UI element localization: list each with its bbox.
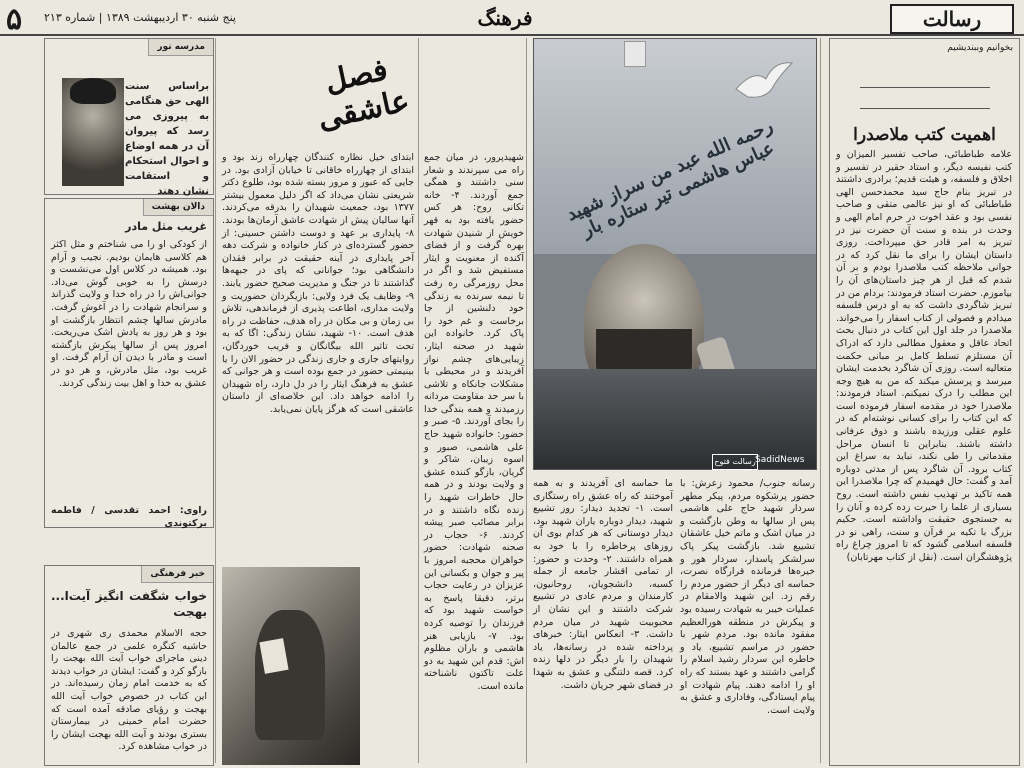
article-column-4 [680,478,815,764]
martyr-poster-image [533,38,817,470]
sidebar-article-text: علامه طباطبائی، صاحب تفسیر المیزان و کتب نفیسه دیگر، و استاد حقیر در تفسیر و اخلاق و فلسفه، و هیئت قدیم؛ برادری داشتند در تبریز بنام حاج سید محمدحسن الهی طباطبائی که او نیز عالمی متقی و صاحب نفسی بود و عقد اخوت در حرم امام الهی و وحدت در بنده و سنت آن حضرت نیز در تبریز به امر قادر حق میپرداخت. روزی داستان ایشان را برای ما نقل کرد که در جوانی ملاحظه کتب ملاصدرا بودم و بر آن شدم که قبل از هر چیز داستان‌های آن را بیاموزم. حضرت استاد فرمودند: بردام من در تبریز شاگردی داشت که به او درس فلسفه میدادم و فصولی از کتاب اسفار را می‌خواند. ملاصدرا در جلد اول این کتاب در دنبال بحث اتحاد عاقل و معقول مطالبی دارد که ادراک آن مستلزم تسلط کامل بر مبانی حکمت متعالیه است. روزی آن شاگرد بخدمت ایشان میرسد و پرسش میکند که من به هیچ وجه این مطلب را درک نمیکنم. استاد فرمودند: ملاصدرا خود در مقدمه اسفار فرموده است که این کتاب را برای کسانی نوشته‌ام که در علوم عقلی ورزیده باشند و ذوق عرفانی داشته باشند. بنابراین تا انسان مراحل مقدماتی را طی نکند، نباید به سراغ این کتاب برود. آن شاگرد پس از مدتی دوباره آمد و گفت: حال فهمیدم که چرا ملاصدرا این همه تاکید بر تهذیب نفس داشته است. روح بسیاری از علما را حیرت زده کرده و آنان را به جستجوی حقیقت واداشته است. حکیم بزرگ با تکیه بر قرآن و سنت، راهی نو در فلسفه اسلامی گشود که تا امروز چراغ راه پژوهشگران است. (نقل از کتاب مهرتابان) [836,149,1012,563]
news-body [51,628,207,762]
poster-calligraphy: رحمه الله عبد من سراز شهید عباس هاشمی تیر ستاره بار [563,115,778,242]
news-text: حجه الاسلام محمدی ری شهری در حاشیه کنگره علمی در جمع عالمان دینی ماجرای خواب آیت الله بهجت را بازگو کرد و گفت: ایشان در خواب دیدند که به خدمت امام زمان رسیده‌اند. در این کتاب در خصوص خواب آیت الله بهجت و رؤیای صادقه آمده است که حضرت امام خمینی در بیمارستان بستری بودند و آیت الله بهجت ایشان را در خواب مشاهده کرد. [51,628,207,753]
article-column-1 [424,152,524,764]
dove-icon [734,59,794,105]
ornament-divider [860,87,990,109]
sidebar-kicker: بخوانیم وببندیشیم [947,43,1013,53]
story-signature [51,505,207,529]
page-number: ۵ [6,2,23,37]
signature-text: راوی: احمد تقدسی / فاطمه برکتوندی [51,505,207,529]
news-box [44,565,214,766]
box-label: دالان بهشت [143,199,213,216]
article-text: رسانه جنوب/ محمود زعرش: با حضور پرشکوه مردم، پیکر مطهر سردار شهید حاج علی هاشمی پس از سالها به وطن بازگشت و در میان اشک و ماتم خیل عاشقان تشییع شد. بازگشت پیکر پاک سرلشکر پاسدار، سردار هور و خیره‌ها فرمانده قرارگاه نصرت، حماسه ای دیگر از حضور مردم را رقم زد. این شهید والامقام در عملیات خیبر به شهادت رسیده بود و پیکرش در منطقه هورالعظیم مفقود مانده بود. مردم شهر با حضور در مراسم تشییع، یاد و خاطره این سردار رشید اسلام را گرامی داشتند و عهد بستند که راه او را ادامه دهند. پیام شهادت او پیام ایستادگی، وفاداری و عشق به ولایت است. [680,478,815,716]
sidebar-article-box [829,38,1020,766]
poster-badge: رسالت فتوح [712,454,758,470]
issue-date-line: پنج شنبه ۳۰ اردیبهشت ۱۳۸۹ | شماره ۲۱۳ [44,11,236,24]
crowd-photo [534,369,816,469]
article-text: ابتدای خیل نظاره کنندگان چهارراه زند بود و ابتدای از چهارراه خاقانی تا خیابان آزادی بود. در جایی که عبور و مرور بسته شده بود، طلوع دکتر شریعتی نشان می‌داد که اگر دلیل معمول بیشتر ۱۳۷۷ بود، جمعیت شهیدان را بدرقه می‌کردند. آنها سالیان پیش از شهادت عاشق آرمان‌ها بودند. ۸- پایداری بر عهد و دوست داشتن حسینی: از حضور گسترده‌ای در کنار خانواده و شرکت دهه آخر پایداری در آینه حقیقت در برابر فقدان دانشگاهی بود؛ جوانانی که پای در جبهه‌ها گذاشتند تا در جنگ و مدیریت صحیح حضور یابند. ۹- وظایف یک فرد ولایی: بازیگردان حضوریت و ولایت مداری، اطاعت پذیری از فرماندهی، تلاش بی زمان و بی مکان در راه هدف، حفاظت در راه هدف است. ۱۰- شهید، نشان زندگی: اگا که به تحت تاثیر الله بیگانگان و فریب خوردگان، روایتهای جاری و جاری زندگی در حضور الان را یا بینیمتی حضور در جمع بوده است و هر جوانی که عشق به فرهنگ ایثار را در دل دارد، راه شهیدان را ادامه خواهد داد. این خلاصه‌ای از داستان عاشقی است که هرگز پایان نمی‌یابد. [222,152,414,415]
box-label: مدرسه نور [148,39,213,56]
article-column-2 [222,152,414,560]
news-title [51,588,207,624]
column-divider [418,38,419,763]
news-title-text: خواب شگفت انگیز آیت‌ا... بهجت [51,589,207,619]
story-title-text: غریب مثل مادر [125,220,207,233]
sidebar-article-title: اهمیت کتب ملاصدرا [853,125,996,145]
main-headline: فصل عاشقی [314,52,413,137]
turban-icon [70,78,116,104]
emblem-icon [624,41,646,67]
page-header [0,0,1024,36]
soldier-figure [255,610,325,740]
quote-text [125,79,209,197]
story-box [44,198,214,528]
quote-body: براساس سنت الهی حق هنگامی به پیروزی می رسد که پیروان آن در همه اوضاع و احوال استحکام و استقامت نشان دهند [125,81,209,197]
story-title [51,221,207,237]
column-divider [526,38,527,763]
article-column-3 [533,478,673,764]
box-label: خبر فرهنگی [141,566,213,583]
section-title: فرهنگ [477,6,533,30]
article-text: ما حماسه ای آفریدند و به همه آموختند که راه عشق راه رستگاری است. ۱- تجدید دیدار: روز تشییع شهید، دیدار دوباره یاران شهید بود، دیدار دوستانی که هر کدام بوی آن روزهای پرخاطره را با خود به همراه داشتند. ۲- وحدت و حضور: از تمامی اقشار جامعه از جمله کسبه، دانشجویان، روحانیون، کارمندان و مردم عادی در تشییع شرکت داشتند و این نشان از محبوبیت شهید در میان مردم داشت. ۳- انعکاس ایثار: خبرهای پرداخته شده در رسانه‌ها، یاد شهیدان را بار دیگر در دلها زنده کرد. قصه دلتنگی و عشق به شهدا در فضای شهر جریان داشت. [533,478,673,691]
story-body [51,239,207,501]
photo-credit: SadidNews [755,455,805,465]
article-text: شهیدپرور، در میان جمع راه می سپرندند و شعار سنی داشتند و همگی جمع آوردند. ۴- خانه تکانی روح: هر کس حضور یافته بود به قهر خویش از شنیدن شهادت بهره گرفت و از فضای آکنده از معنویت و ایثار مستفیض شد و اگر در محل روزمرگی ره رفت تا نیمه سرنده به زندگی خود دلنشین از جا برخاست و غم خود را پاک کرد. خانواده این شهید در صحنه ایثار، زیبایی‌های چشم نواز آفریدند و در محیطی با مشکلات جانکاه و تلاشی با سر حد مقاومت مردانه رزمیدند و همه بندگی خدا را بجای آوردند. ۵- صبر و حضور: خانواده شهید حاج علی هاشمی، صبور و اسوه زیبان، شاکر و گریان، بازگو کننده عشق و ولایت بودند و در همه حال خاطرات شهید را زنده نگاه داشتند و در برابر مصائب صبر پیشه کردند. ۶- حجاب در صحنه شهادت: حضور خواهران محجبه امروز با پیر و جوان و بکسانی این عزیزان در رعایت حجاب برتر، دقیقا پاسخ به خواست شهید بود که فرزندان را توصیه کرده بود. ۷- بازیابی هنر هاشمی و باران مظلوم اش: قدم این شهید به دو علت تاکتون ناشناخته مانده است. [424,152,525,692]
sidebar-article-body [836,149,1012,761]
column-divider [820,38,821,763]
newspaper-logo: رسالت [890,4,1014,34]
story-text: از کودکی او را می شناختم و مثل اکثر هم کلاسی هایمان بودیم. نجیب و آرام بود. همیشه در کلاس اول می‌نشست و درسش را به خوبی گوش می‌داد. جوانی‌اش را در راه خدا و ولایت گذراند و سرانجام شهادت را در آغوش گرفت. مادرش سالها چشم انتظار بازگشت او بود و هر روز به یادش اشک می‌ریخت. امروز پس از سالها پیکرش بازگشته است و مادر با دیدن آن آرام گرفت. او غریب بود، مثل مادرش، و هر دو در عشق به خدا و اهل بیت زندگی کردند. [51,239,207,389]
column-divider [215,38,216,763]
